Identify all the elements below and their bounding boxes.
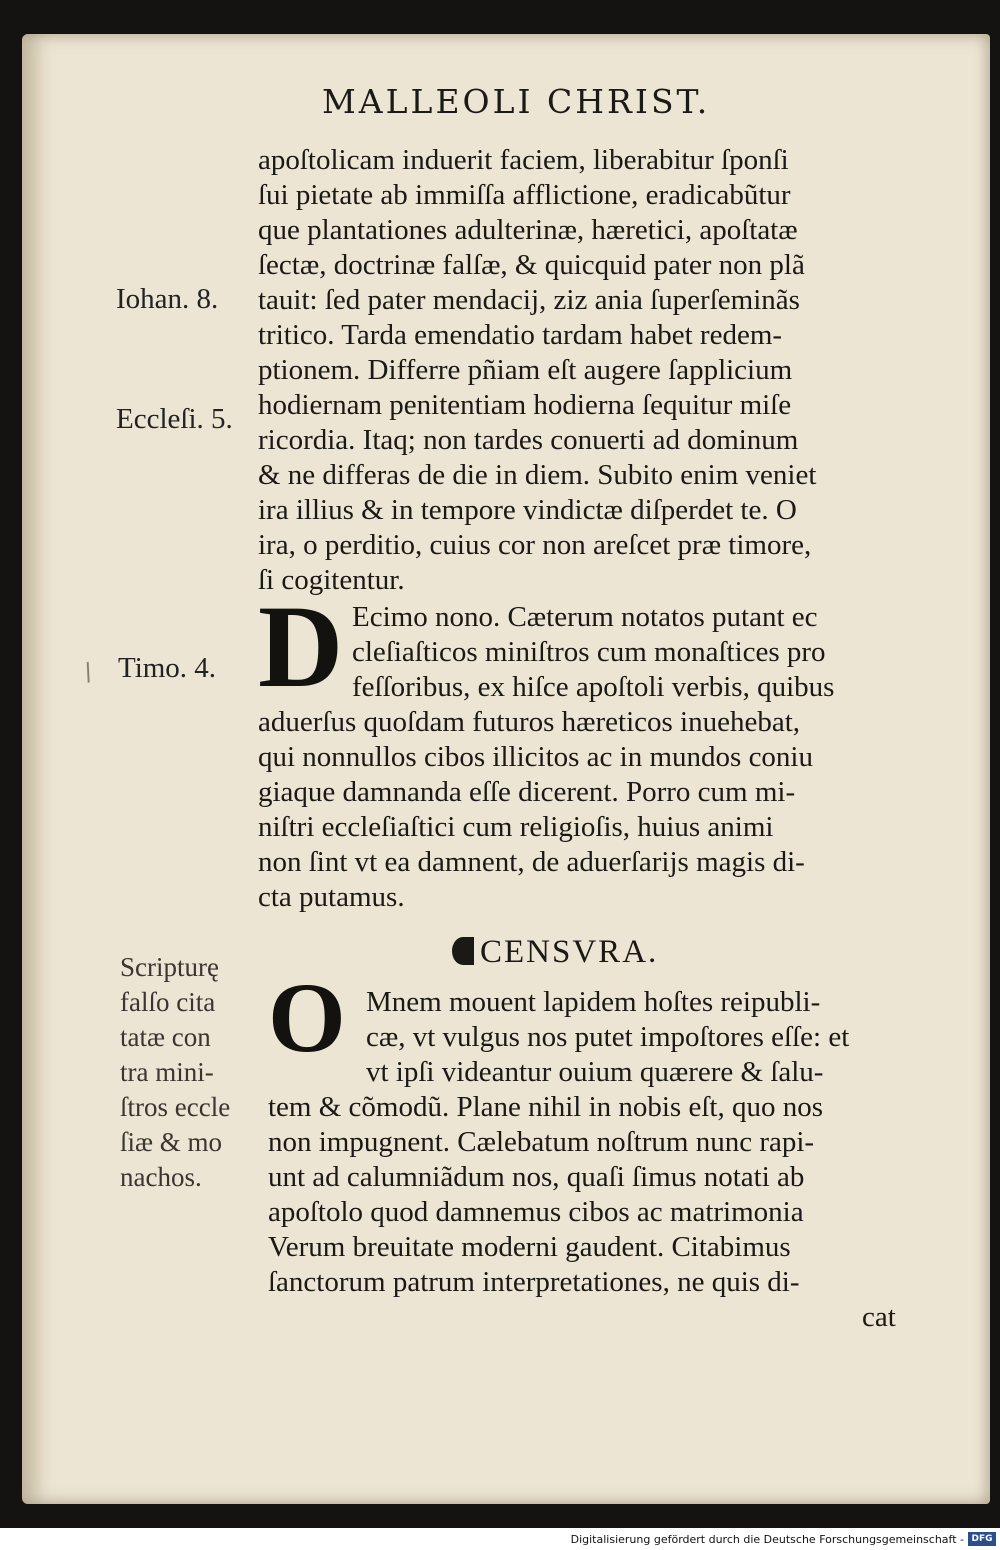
body-line: cleſiaſticos miniſtros cum monaſtices pro — [352, 636, 826, 668]
body-line: ſanctorum patrum interpretationes, ne quis di- — [268, 1266, 800, 1298]
body-line: apoſtolo quod damnemus cibos ac matrimonia — [268, 1196, 804, 1228]
body-line: Ecimo nono. Cæterum notatos putant ec — [352, 601, 818, 633]
dropcap-d: D — [258, 581, 344, 712]
body-line: qui nonnullos cibos illicitos ac in mundos coniu — [258, 741, 813, 773]
body-line: non ſint vt ea damnent, de aduerſarijs magis di- — [258, 846, 805, 878]
body-line: cæ, vt vulgus nos putet impoſtores eſſe: et — [366, 1021, 850, 1053]
body-line: cta putamus. — [258, 881, 405, 913]
body-line: apoſtolicam induerit faciem, liberabitur ſponſi — [258, 144, 789, 176]
side-note-line: nachos. — [120, 1162, 202, 1192]
body-line: ſectæ, doctrinæ falſæ, & quicquid pater non plã — [258, 249, 805, 281]
body-line: ptionem. Differre pñiam eſt augere ſapplicium — [258, 354, 793, 386]
body-line: tem & cõmodũ. Plane nihil in nobis eſt, quo nos — [268, 1091, 823, 1123]
body-line: ſui pietate ab immiſſa afflictione, eradicabũtur — [258, 179, 791, 211]
margin-note-johan: Iohan. 8. — [116, 283, 219, 315]
body-line: ſi cogitentur. — [258, 564, 405, 596]
body-line: tauit: ſed pater mendacij, ziz ania ſuperſeminãs — [258, 284, 800, 316]
side-note-line: tra mini- — [120, 1057, 214, 1087]
body-line: Verum breuitate moderni gaudent. Citabimus — [268, 1231, 791, 1263]
credit-bar — [0, 1528, 1000, 1550]
section-heading-censura — [452, 934, 658, 971]
body-line: & ne differas de die in diem. Subito enim veniet — [258, 459, 817, 491]
body-line: unt ad calumniãdum nos, quaſi ſimus notati ab — [268, 1161, 805, 1193]
body-line: vt ipſi videantur ouium quærere & ſalu- — [366, 1056, 824, 1088]
body-line: feſſoribus, ex hiſce apoſtoli verbis, quibus — [352, 671, 835, 703]
body-line: hodiernam penitentiam hodierna ſequitur miſe — [258, 389, 792, 421]
body-line: ira, o perditio, cuius cor non areſcet præ timore, — [258, 529, 812, 561]
catchword: cat — [862, 1301, 896, 1333]
margin-note-eccles: Eccleſi. 5. — [116, 403, 233, 435]
pilcrow-icon — [452, 937, 474, 965]
side-note-line: Scripturę — [120, 952, 219, 982]
body-line: ricordia. Itaq; non tardes conuerti ad dominum — [258, 424, 799, 456]
body-line: aduerſus quoſdam futuros hæreticos inuehebat, — [258, 706, 801, 738]
side-note — [120, 950, 260, 1195]
body-line: ira illius & in tempore vindictæ diſperdet te. O — [258, 494, 797, 526]
body-line: Mnem mouent lapidem hoſtes reipubli- — [366, 986, 821, 1018]
side-note-line: tatæ con — [120, 1022, 211, 1052]
censura-label: CENSVRA. — [480, 934, 659, 970]
body-line: non impugnent. Cælebatum noſtrum nunc rapi- — [268, 1126, 815, 1158]
dropcap-o: O — [268, 962, 346, 1073]
running-head: MALLEOLI CHRIST. — [322, 82, 711, 121]
body-line: tritico. Tarda emendatio tardam habet redem- — [258, 319, 783, 351]
body-line: que plantationes adulterinæ, hæretici, apoſtatæ — [258, 214, 798, 246]
pencil-mark: / — [79, 657, 97, 687]
body-line: giaque damnanda eſſe dicerent. Porro cum mi- — [258, 776, 796, 808]
side-note-line: ſiæ & mo — [120, 1127, 223, 1157]
credit-text: Digitalisierung gefördert durch die Deutsche Forschungsgemeinschaft - — [570, 1533, 964, 1546]
side-note-line: ſtros eccle — [120, 1092, 231, 1122]
body-line: niſtri eccleſiaſtici cum religioſis, huius animi — [258, 811, 774, 843]
side-note-line: falſo cita — [120, 987, 216, 1017]
margin-note-timo: Timo. 4. — [118, 652, 217, 684]
dfg-logo-icon: DFG — [968, 1532, 996, 1546]
